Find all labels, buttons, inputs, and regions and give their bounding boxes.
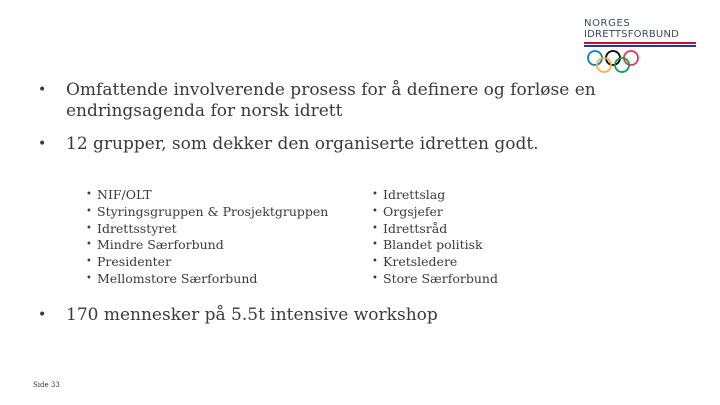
bullet-marker: • <box>86 205 92 217</box>
group-name: Idrettsstyret <box>97 220 177 236</box>
bullet-marker: • <box>372 205 378 217</box>
bullet-marker: • <box>38 307 47 323</box>
logo-red-stripe <box>584 42 696 44</box>
group-name: Idrettsråd <box>383 220 448 236</box>
group-name: Mindre Særforbund <box>97 237 224 253</box>
group-name: Store Særforbund <box>383 270 498 286</box>
bullet-marker: • <box>372 189 378 200</box>
bullet-marker: • <box>86 189 92 200</box>
list-item <box>86 254 346 271</box>
bullet-marker: • <box>372 222 378 234</box>
bullet-process <box>38 80 618 122</box>
list-item <box>372 237 572 254</box>
bullet-marker: • <box>372 272 378 284</box>
nif-logo <box>584 18 704 78</box>
list-item <box>372 221 572 238</box>
list-item <box>372 271 572 288</box>
bullet-marker: • <box>86 239 92 251</box>
bullet-marker: • <box>372 239 378 251</box>
group-name: Blandet politisk <box>383 237 483 253</box>
bullet-marker: • <box>86 256 92 268</box>
bullet-marker: • <box>86 222 92 234</box>
list-item <box>86 204 346 221</box>
list-item <box>86 187 346 204</box>
olympic-rings-icon <box>586 48 642 76</box>
bullet-marker: • <box>86 272 92 284</box>
logo-text-norges: NORGES <box>584 18 631 29</box>
groups-list-left <box>86 187 346 288</box>
list-item <box>86 237 346 254</box>
group-name: NIF/OLT <box>97 187 152 202</box>
group-name: Mellomstore Særforbund <box>97 270 258 286</box>
list-item <box>372 187 572 204</box>
bullet-groups <box>38 134 618 155</box>
bullet-process-text: Omfattende involverende prosess for å definere og forløse en endringsagenda for norsk idrett <box>66 80 596 121</box>
group-name: Orgsjefer <box>383 203 443 219</box>
list-item <box>372 204 572 221</box>
list-item <box>86 271 346 288</box>
group-name: Kretsledere <box>383 254 458 270</box>
bullet-workshop <box>38 305 618 326</box>
group-name: Styringsgruppen & Prosjektgruppen <box>97 203 329 219</box>
groups-list-right <box>372 187 572 288</box>
list-item <box>372 254 572 271</box>
list-item <box>86 221 346 238</box>
bullet-marker: • <box>372 256 378 268</box>
group-name: Idrettslag <box>383 187 446 202</box>
bullet-marker: • <box>38 82 47 98</box>
bullet-workshop-text: 170 mennesker på 5.5t intensive workshop <box>66 305 438 325</box>
page-number: Side 33 <box>33 381 60 389</box>
group-name: Presidenter <box>97 254 172 270</box>
logo-text-idrettsforbund: IDRETTSFORBUND <box>584 29 680 40</box>
bullet-groups-text: 12 grupper, som dekker den organiserte idretten godt. <box>66 134 539 154</box>
logo-blue-stripe <box>584 45 696 47</box>
bullet-marker: • <box>38 136 47 152</box>
